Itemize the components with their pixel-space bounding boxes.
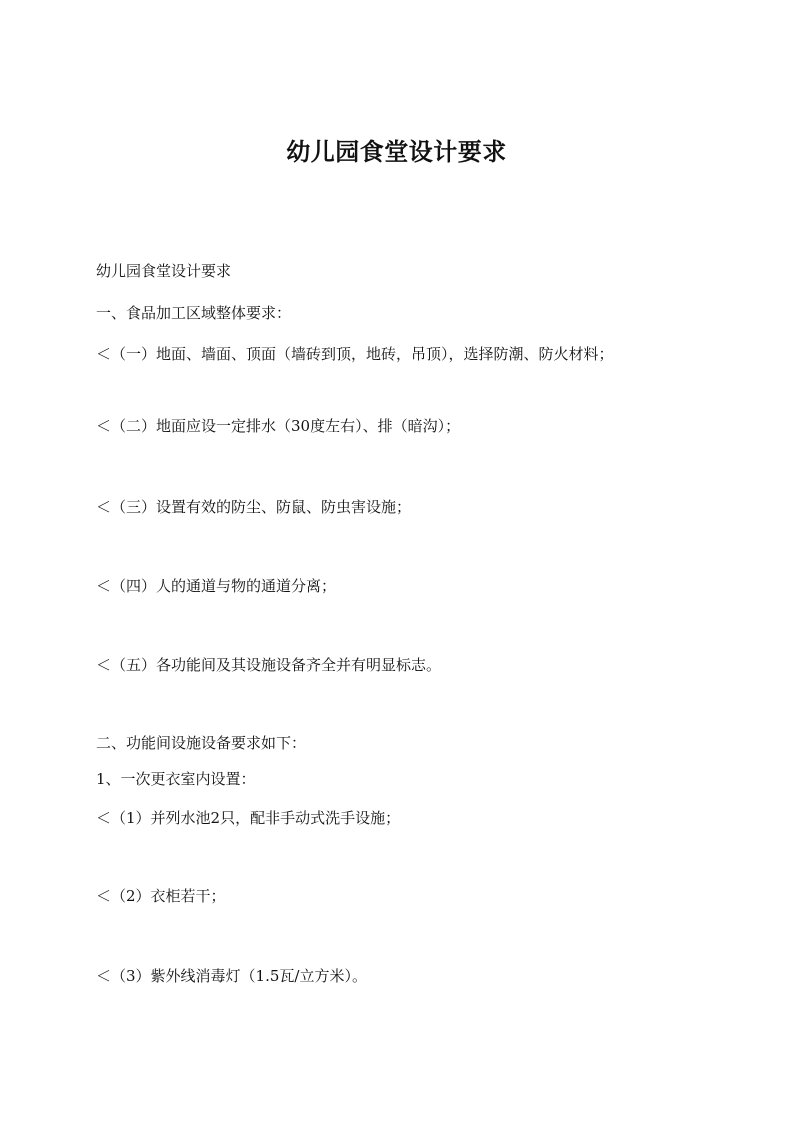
list-item: ＜（二）地面应设一定排水（30度左右）、排（暗沟）；: [96, 417, 461, 435]
list-item: ＜（五）各功能间及其设施设备齐全并有明显标志。: [96, 656, 442, 674]
list-item: ＜（四）人的通道与物的通道分离；: [96, 577, 337, 595]
section-heading: 一、食品加工区域整体要求：: [96, 304, 292, 322]
list-item: ＜（1）并列水池2只，配非手动式洗手设施；: [96, 809, 401, 827]
document-title: 幼儿园食堂设计要求: [286, 138, 507, 166]
subsection-heading: 1、一次更衣室内设置：: [96, 770, 256, 788]
list-item: ＜（2）衣柜若干；: [96, 887, 226, 905]
section-heading: 二、功能间设施设备要求如下：: [96, 734, 307, 752]
list-item: ＜（3）紫外线消毒灯（1.5瓦/立方米）。: [96, 967, 367, 985]
list-item: ＜（一）地面、墙面、顶面（墙砖到顶，地砖，吊顶），选择防潮、防火材料；: [96, 345, 614, 363]
list-item: ＜（三）设置有效的防尘、防鼠、防虫害设施；: [96, 498, 412, 516]
document-subtitle: 幼儿园食堂设计要求: [96, 262, 232, 280]
